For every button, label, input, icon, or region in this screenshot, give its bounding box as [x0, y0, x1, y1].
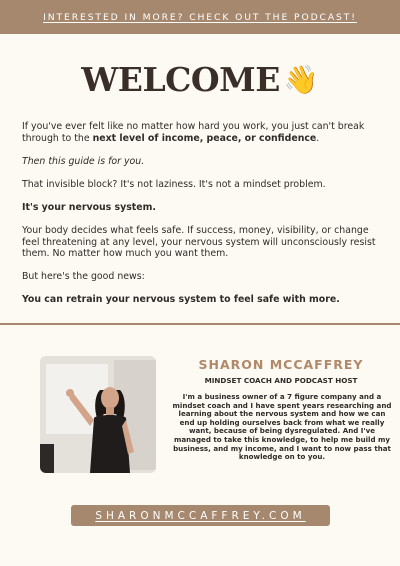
- section-divider: [0, 323, 400, 325]
- intro-p1-end: .: [316, 132, 320, 144]
- intro-paragraph-3: That invisible block? It's not laziness. It's not a mindset problem.: [22, 178, 326, 190]
- waving-hand-icon: 👋: [283, 62, 319, 96]
- profile-photo: [40, 356, 156, 473]
- intro-paragraph-2: Then this guide is for you.: [22, 155, 145, 167]
- intro-paragraph-7: You can retrain your nervous system to feel safe with more.: [22, 294, 340, 306]
- welcome-heading-row: [0, 60, 400, 99]
- profile-photo-illustration: [40, 356, 156, 473]
- intro-paragraph-1: [22, 121, 384, 144]
- website-button[interactable]: [71, 505, 330, 526]
- intro-text: [22, 121, 384, 317]
- intro-paragraph-5: Your body decides what feels safe. If success, money, visibility, or change feel threatening at any level, your nervous system will unconsciously resist them. No matter how much you want them.: [22, 224, 376, 260]
- bio-text: I'm a business owner of a 7 figure company and a mindset coach and I have spent years researching and learning about the nervous system and how we can end up holding ourselves back from what we really want, because of being dysregulated. And I've managed to take this knowledge, to help me build my business, and my income, and I want to now pass that knowledge on to you.: [172, 392, 392, 462]
- podcast-banner[interactable]: [0, 0, 400, 34]
- intro-p1-bold: next level of income, peace, or confidence: [92, 132, 317, 144]
- page-title: WELCOME: [81, 60, 280, 99]
- bio-name: SHARON MCCAFFREY: [198, 357, 364, 372]
- intro-p1-text: If you've ever felt like no matter how hard you work, you just can't break through to the: [22, 121, 365, 144]
- bio-role: MINDSET COACH AND PODCAST HOST: [204, 376, 358, 385]
- intro-paragraph-6: But here's the good news:: [22, 271, 145, 283]
- website-link[interactable]: SHARONMCCAFFREY.COM: [95, 509, 306, 522]
- intro-paragraph-4: It's your nervous system.: [22, 201, 156, 213]
- podcast-banner-link[interactable]: INTERESTED IN MORE? CHECK OUT THE PODCAST!: [43, 11, 357, 23]
